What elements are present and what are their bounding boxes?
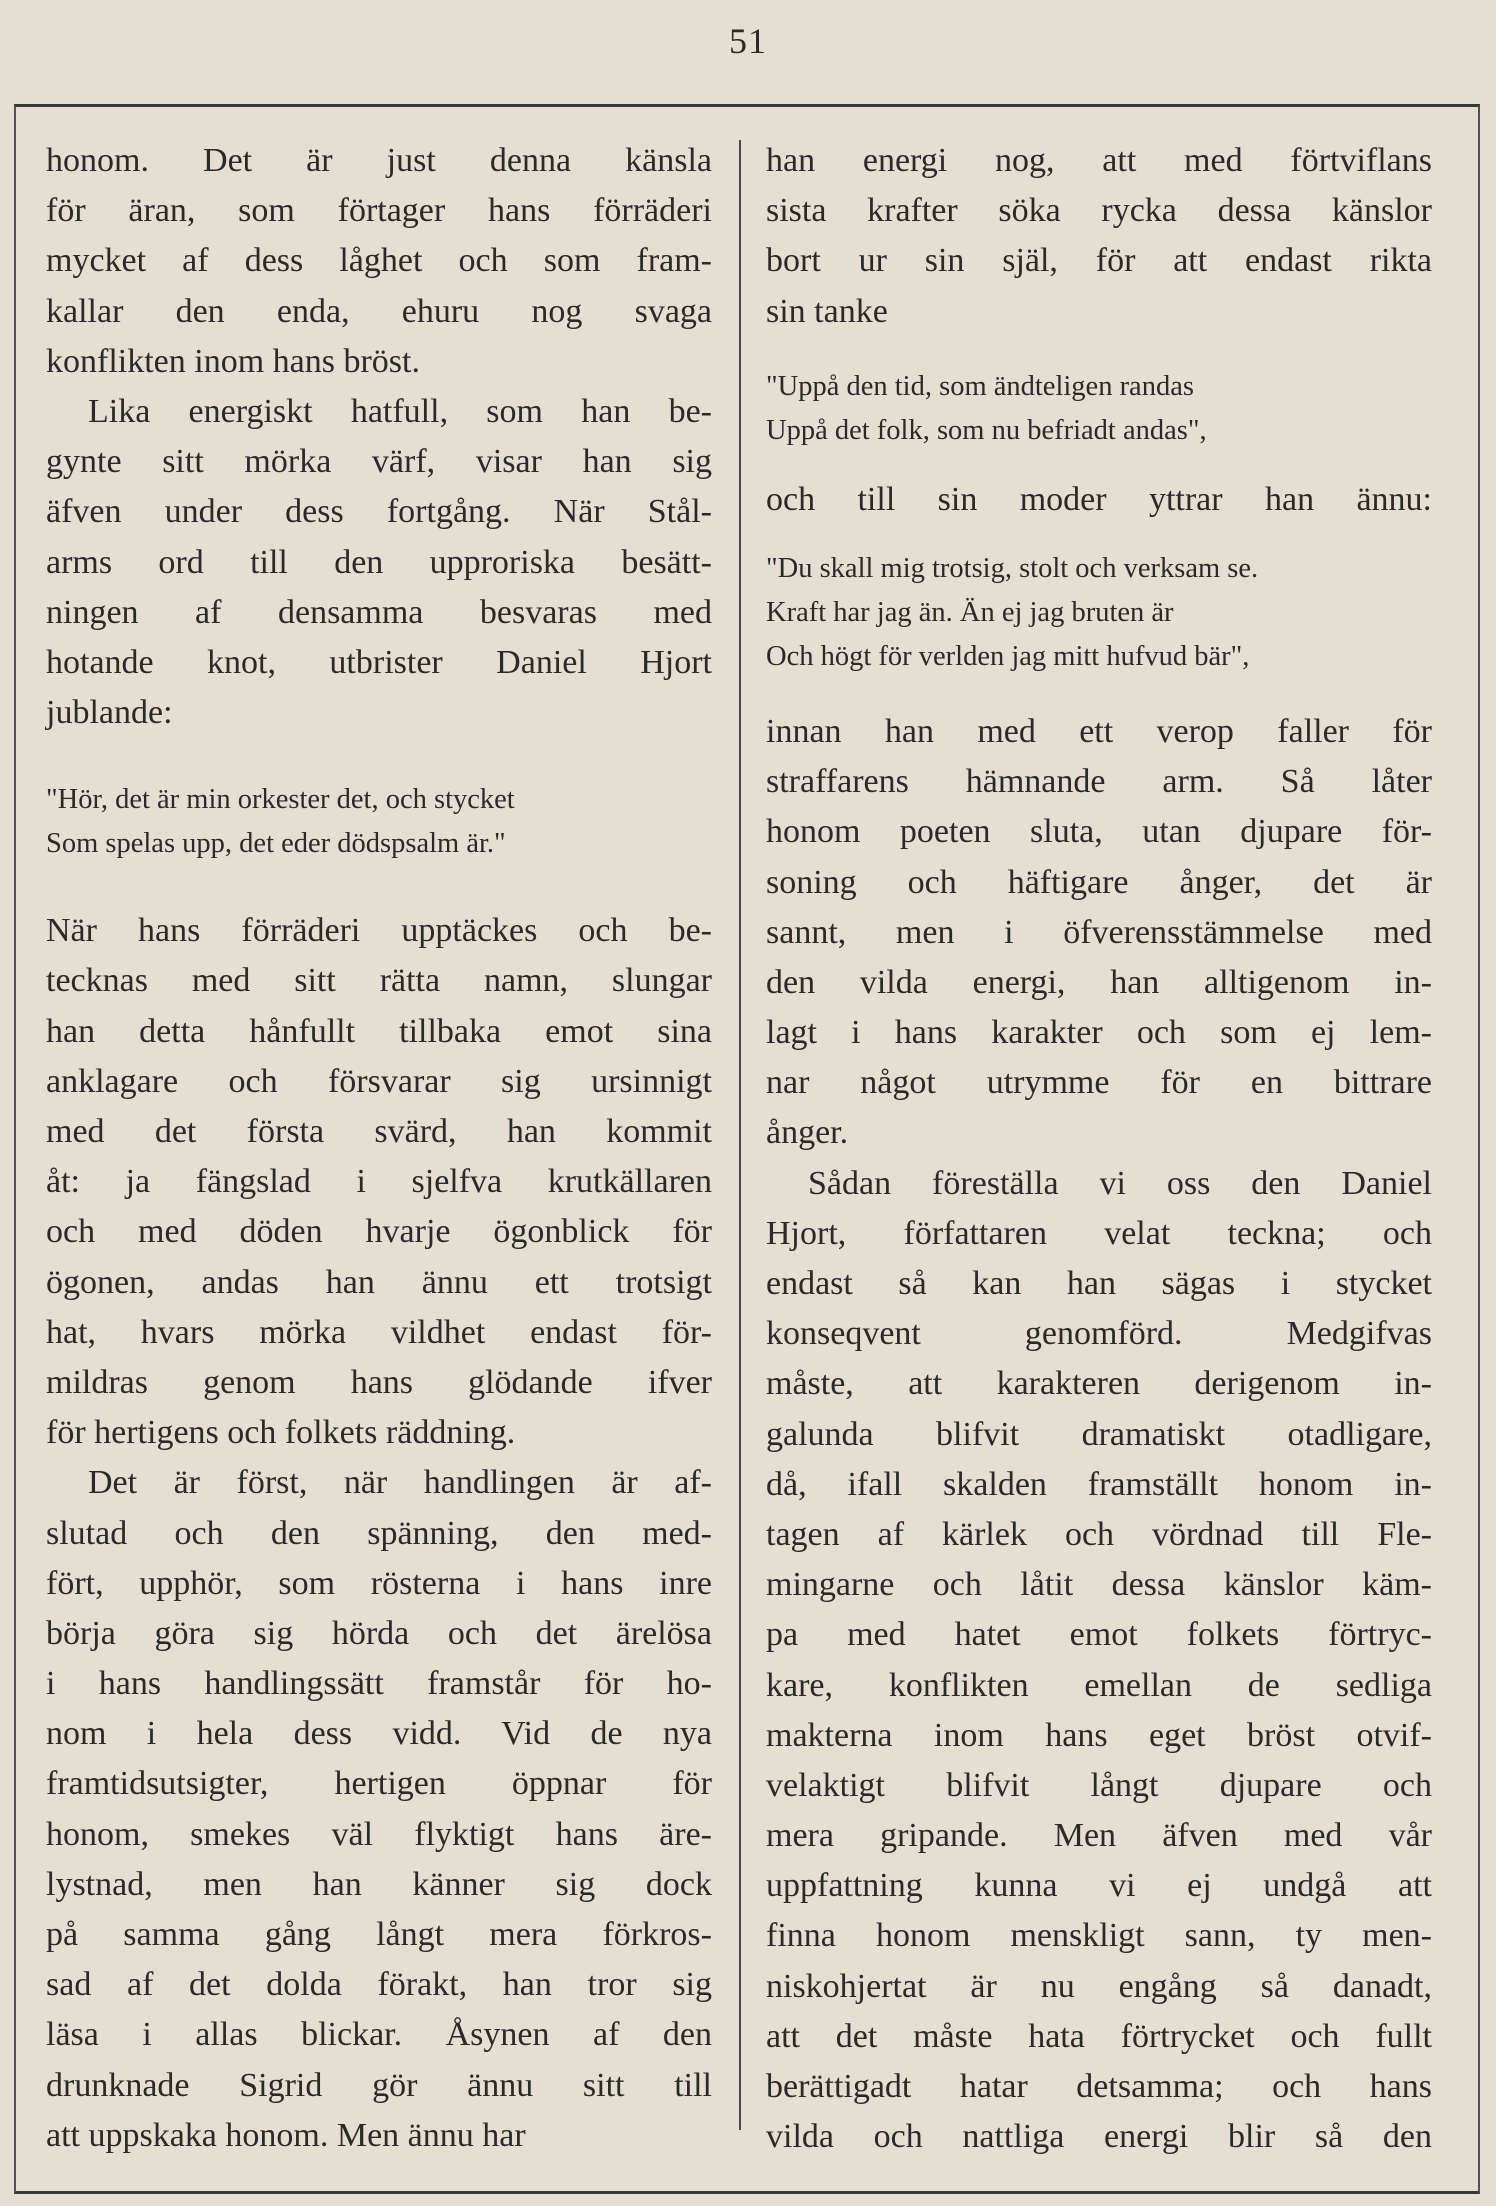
verse-line: Och högt för verlden jag mitt hufvud bär", [766, 640, 1250, 672]
text-line: kare, konflikten emellan de sedliga [766, 1666, 1432, 1704]
text-line: Hjort, författaren velat teckna; och [766, 1214, 1432, 1252]
text-line: honom, smekes väl flyktigt hans äre- [46, 1815, 712, 1853]
text-line: drunknade Sigrid gör ännu sitt till [46, 2066, 712, 2104]
text-line: med det första svärd, han kommit [46, 1113, 712, 1150]
text-line: Lika energiskt hatfull, som han be- [88, 392, 712, 430]
text-line: endast så kan han sägas i stycket [766, 1265, 1432, 1302]
text-line: för äran, som förtager hans förräderi [46, 192, 712, 230]
text-line: och med döden hvarje ögonblick för [46, 1213, 712, 1251]
text-line: vilda och nattliga energi blir så den [766, 2118, 1432, 2156]
text-line: att det måste hata förtrycket och fullt [766, 2017, 1432, 2055]
text-line: Sådan föreställa vi oss den Daniel [808, 1164, 1432, 1202]
verse-line: "Hör, det är min orkester det, och stycket [46, 784, 515, 816]
paragraph [46, 136, 712, 387]
verse-line: "Uppå den tid, som ändteligen randas [766, 370, 1194, 402]
column-divider [739, 140, 741, 2130]
text-line: mera gripande. Men äfven med vår [766, 1817, 1432, 1855]
text-line: När hans förräderi upptäckes och be- [46, 912, 712, 950]
paragraph [766, 1159, 1432, 2163]
text-line: framtidsutsigter, hertigen öppnar för [46, 1765, 712, 1803]
text-line: sista krafter söka rycka dessa känslor [766, 192, 1432, 230]
text-line: honom. Det är just denna känsla [46, 142, 712, 179]
verse-line: Uppå det folk, som nu befriadt andas", [766, 414, 1207, 446]
text-line: ånger. [766, 1114, 849, 1152]
text-line: hat, hvars mörka vildhet endast för- [46, 1313, 712, 1351]
text-line: kallar den enda, ehuru nog svaga [46, 292, 712, 330]
text-line: konflikten inom hans bröst. [46, 342, 420, 380]
verse-line: Kraft har jag än. Än ej jag bruten är [766, 596, 1174, 628]
text-line: han detta hånfullt tillbaka emot sina [46, 1012, 712, 1050]
text-line: ögonen, andas han ännu ett trotsigt [46, 1263, 712, 1301]
text-line: Det är först, när handlingen är af- [88, 1464, 712, 1502]
text-line: börja göra sig hörda och det ärelösa [46, 1614, 712, 1652]
text-line: tagen af kärlek och vördnad till Fle- [766, 1515, 1432, 1553]
text-line: för hertigens och folkets räddning. [46, 1414, 516, 1452]
text-line: att uppskaka honom. Men ännu har [46, 2116, 526, 2154]
paragraph [46, 387, 712, 738]
text-line: niskohjertat är nu engång så danadt, [766, 1967, 1432, 2005]
text-line: äfven under dess fortgång. När Stål- [46, 493, 712, 531]
text-line: nom i hela dess vidd. Vid de nya [46, 1715, 712, 1753]
text-line: ningen af densamma besvaras med [46, 593, 712, 631]
text-line: makterna inom hans eget bröst otvif- [766, 1716, 1432, 1754]
text-line: straffarens hämnande arm. Så låter [766, 763, 1432, 801]
text-line: tecknas med sitt rätta namn, slungar [46, 962, 712, 1000]
text-line: gynte sitt mörka värf, visar han sig [46, 443, 712, 481]
text-line: mingarne och låtit dessa känslor käm- [766, 1566, 1432, 1604]
verse-quote [766, 547, 1432, 679]
text-line: bort ur sin själ, för att endast rikta [766, 242, 1432, 280]
text-line: sad af det dolda förakt, han tror sig [46, 1966, 712, 2004]
text-line: mildras genom hans glödande ifver [46, 1363, 712, 1401]
text-line: mycket af dess låghet och som fram- [46, 242, 712, 280]
text-line: velaktigt blifvit långt djupare och [766, 1766, 1432, 1804]
text-line: arms ord till den upproriska besätt- [46, 543, 712, 581]
text-line: på samma gång långt mera förkros- [46, 1916, 712, 1953]
right-column [766, 136, 1432, 2162]
text-line: han energi nog, att med förtviflans [766, 142, 1432, 179]
text-line: innan han med ett verop faller för [766, 712, 1432, 750]
verse-quote [46, 778, 712, 866]
text-line: berättigadt hatar detsamma; och hans [766, 2068, 1432, 2105]
page-number: 51 [729, 21, 767, 61]
left-column [46, 136, 712, 2161]
paragraph [46, 1458, 712, 2161]
text-line: sannt, men i öfverensstämmelse med [766, 913, 1432, 951]
text-line: lystnad, men han känner sig dock [46, 1865, 712, 1903]
verse-quote [766, 365, 1432, 453]
text-line: sin tanke [766, 292, 888, 330]
text-line: i hans handlingssätt framstår för ho- [46, 1665, 712, 1703]
paragraph [46, 906, 712, 1458]
text-line: nar något utrymme för en bittrare [766, 1064, 1432, 1102]
text-line: anklagare och försvarar sig ursinnigt [46, 1062, 712, 1100]
text-line: hotande knot, utbrister Daniel Hjort [46, 643, 712, 681]
verse-line: "Du skall mig trotsig, stolt och verksam se. [766, 552, 1259, 584]
text-line: konseqvent genomförd. Medgifvas [766, 1315, 1432, 1353]
text-line: slutad och den spänning, den med- [46, 1514, 712, 1552]
text-line: den vilda energi, han alltigenom in- [766, 963, 1432, 1001]
text-line: finna honom menskligt sann, ty men- [766, 1917, 1432, 1955]
text-line: läsa i allas blickar. Åsynen af den [46, 2016, 712, 2054]
text-line: måste, att karakteren derigenom in- [766, 1365, 1432, 1403]
text-line: och till sin moder yttrar han ännu: [766, 480, 1432, 518]
text-line: honom poeten sluta, utan djupare för- [766, 813, 1432, 851]
paragraph [766, 707, 1432, 1159]
text-line: lagt i hans karakter och som ej lem- [766, 1014, 1432, 1052]
text-line: åt: ja fängslad i sjelfva krutkällaren [46, 1163, 712, 1201]
text-line: soning och häftigare ånger, det är [766, 863, 1432, 901]
text-line: pa med hatet emot folkets förtryc- [766, 1616, 1432, 1654]
paragraph [766, 136, 1432, 337]
text-line: uppfattning kunna vi ej undgå att [766, 1867, 1432, 1905]
text-line: då, ifall skalden framställt honom in- [766, 1465, 1432, 1503]
text-line: jublande: [46, 694, 173, 732]
verse-line: Som spelas upp, det eder dödspsalm är." [46, 828, 506, 860]
text-line: galunda blifvit dramatiskt otadligare, [766, 1415, 1432, 1453]
text-line: fört, upphör, som rösterna i hans inre [46, 1564, 712, 1602]
